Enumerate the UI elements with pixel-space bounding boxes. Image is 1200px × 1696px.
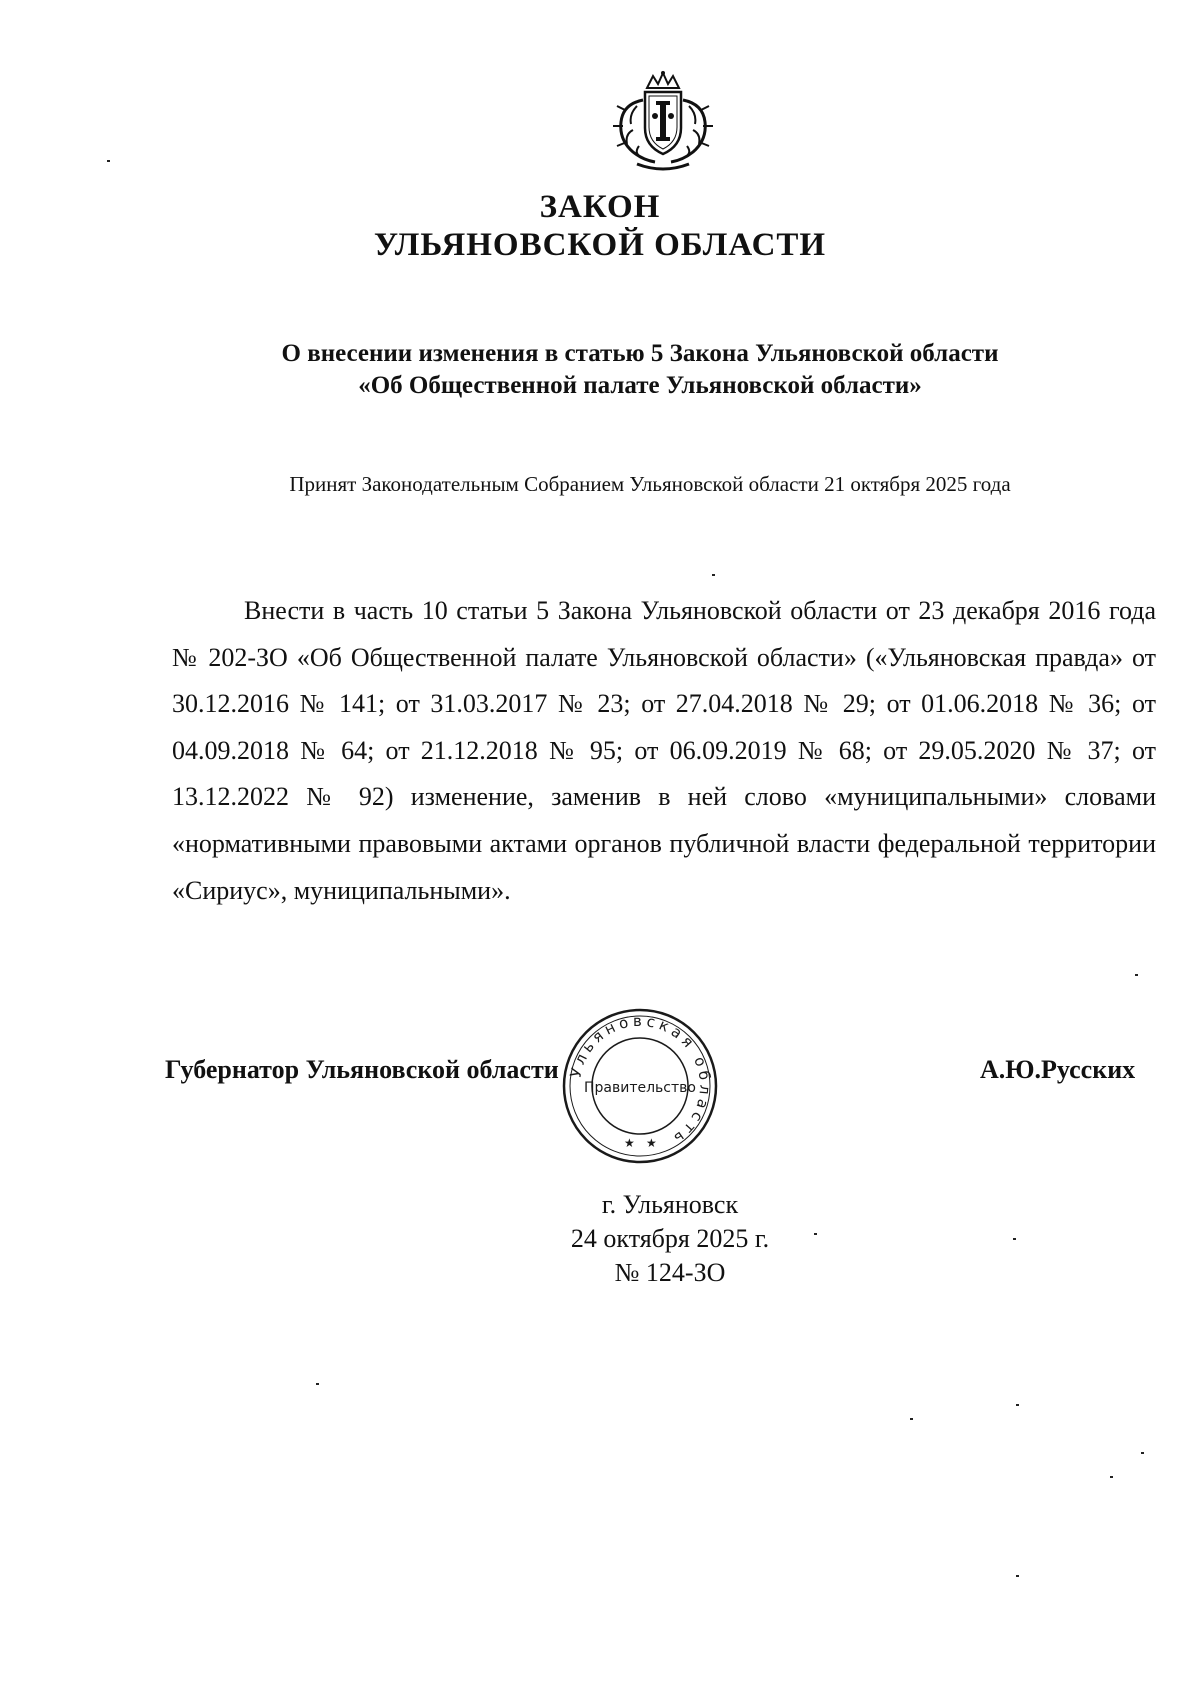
seal-ring-text: Ульяновская область (566, 1011, 715, 1150)
law-body-text: Внести в часть 10 статьи 5 Закона Ульяновской области от 23 декабря 2016 года № 202-ЗО «Об Общественной палате Ульяновской области» («Ульяновская правда» от 30.12.2016 № 141; от 31.03.2017 № 23; от 27.04.2018 № 29; от 01.06.2018 № 36; от 04.09.2018 № 64; от 21.12.2018 № 95; от 06.09.2019 № 68; от 29.05.2020 № 37; от 13.12.2022 № 92) изменение, заменив в ней слово «муниципальными» словами «нормативными правовыми актами органов публичной власти федеральной территории «Сириус», муниципальными». (172, 596, 1156, 905)
scan-speck (107, 160, 110, 162)
scan-speck (712, 574, 715, 576)
scan-speck (910, 1418, 913, 1420)
signatory-name: А.Ю.Русских (980, 1055, 1136, 1084)
scan-speck (814, 1233, 817, 1235)
coat-of-arms-icon (603, 70, 723, 175)
svg-text:★: ★ (646, 1136, 657, 1150)
scan-speck (1110, 1476, 1113, 1478)
svg-text:★: ★ (624, 1136, 635, 1150)
signatory-position: Губернатор Ульяновской области (165, 1055, 559, 1084)
signing-date: 24 октября 2025 г. (570, 1224, 770, 1253)
region-title: УЛЬЯНОВСКОЙ ОБЛАСТИ (373, 227, 827, 263)
law-title: ЗАКОН (539, 189, 661, 225)
official-seal-icon (560, 1006, 720, 1166)
scan-speck (316, 1383, 319, 1385)
scan-speck (1016, 1404, 1019, 1406)
law-number: № 124-ЗО (614, 1258, 726, 1287)
adoption-note: Принят Законодательным Собранием Ульяновской области 21 октября 2025 года (289, 472, 1011, 496)
law-subject-line-1: О внесении изменения в статью 5 Закона Ульяновской области (281, 340, 999, 367)
scan-speck (1016, 1575, 1019, 1577)
seal-center-text: Правительство (584, 1080, 696, 1096)
law-subject-line-2: «Об Общественной палате Ульяновской области» (358, 372, 922, 399)
scan-speck (1141, 1452, 1144, 1454)
scan-speck (1135, 974, 1138, 976)
scan-speck (1013, 1238, 1016, 1240)
city: г. Ульяновск (601, 1190, 739, 1219)
